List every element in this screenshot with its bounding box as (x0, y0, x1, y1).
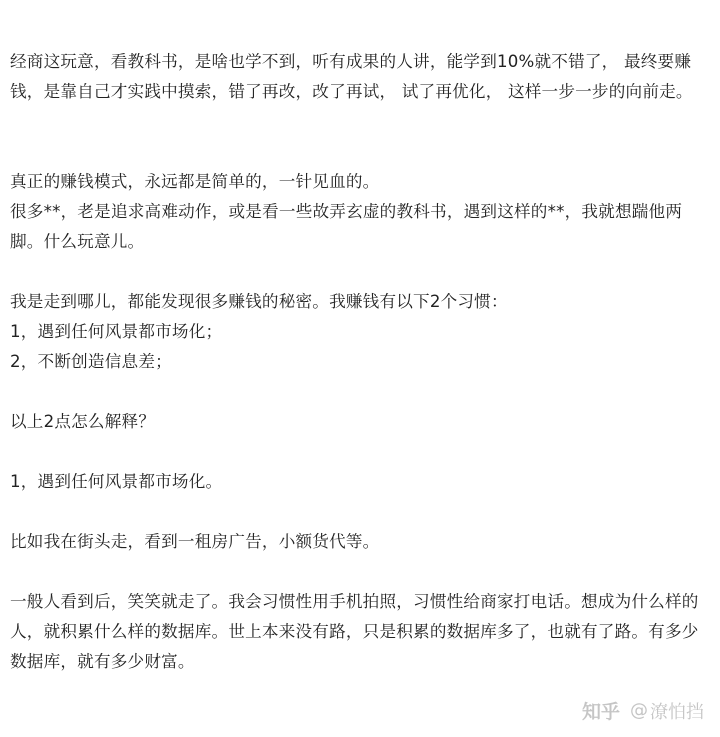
section-heading: 1，遇到任何风景都市场化。 (10, 472, 223, 491)
blank-line (10, 137, 714, 167)
blank-line (10, 257, 714, 287)
list-item: 2，不断创造信息差； (10, 352, 172, 371)
paragraph: 以上2点怎么解释？ (10, 412, 156, 431)
paragraph: 真正的赚钱模式，永远都是简单的，一针见血的。 (10, 172, 380, 191)
zhihu-watermark (582, 697, 704, 724)
blank-line (10, 557, 714, 587)
paragraph: 很多**，老是追求高难动作，或是看一些故弄玄虚的教科书，遇到这样的**，我就想踹他两脚。什么玩意儿。 (10, 202, 683, 251)
paragraph: 一般人看到后，笑笑就走了。我会习惯性用手机拍照，习惯性给商家打电话。想成为什么样的人，就积累什么样的数据库。世上本来没有路，只是积累的数据库多了，也就有了路。有多少数据库，就有多少财富。 (10, 592, 699, 671)
paragraph: 比如我在街头走，看到一租房广告，小额货代等。 (10, 532, 380, 551)
blank-line (10, 497, 714, 527)
blank-line (10, 107, 714, 137)
blank-line (10, 377, 714, 407)
blank-line (10, 437, 714, 467)
watermark-author: 潦怕挡 (650, 701, 704, 723)
paragraph: 经商这玩意，看教科书，是啥也学不到，听有成果的人讲，能学到10%就不错了， 最终要赚钱，是靠自己才实践中摸索，错了再改，改了再试， 试了再优化， 这样一步一步的向前走。 (10, 52, 693, 101)
watermark-brand: 知乎 (581, 701, 620, 723)
paragraph: 我是走到哪儿，都能发现很多赚钱的秘密。我赚钱有以下2个习惯： (10, 292, 508, 311)
watermark-at: @ (630, 700, 648, 721)
article-body (10, 47, 714, 677)
list-item: 1，遇到任何风景都市场化； (10, 322, 223, 341)
